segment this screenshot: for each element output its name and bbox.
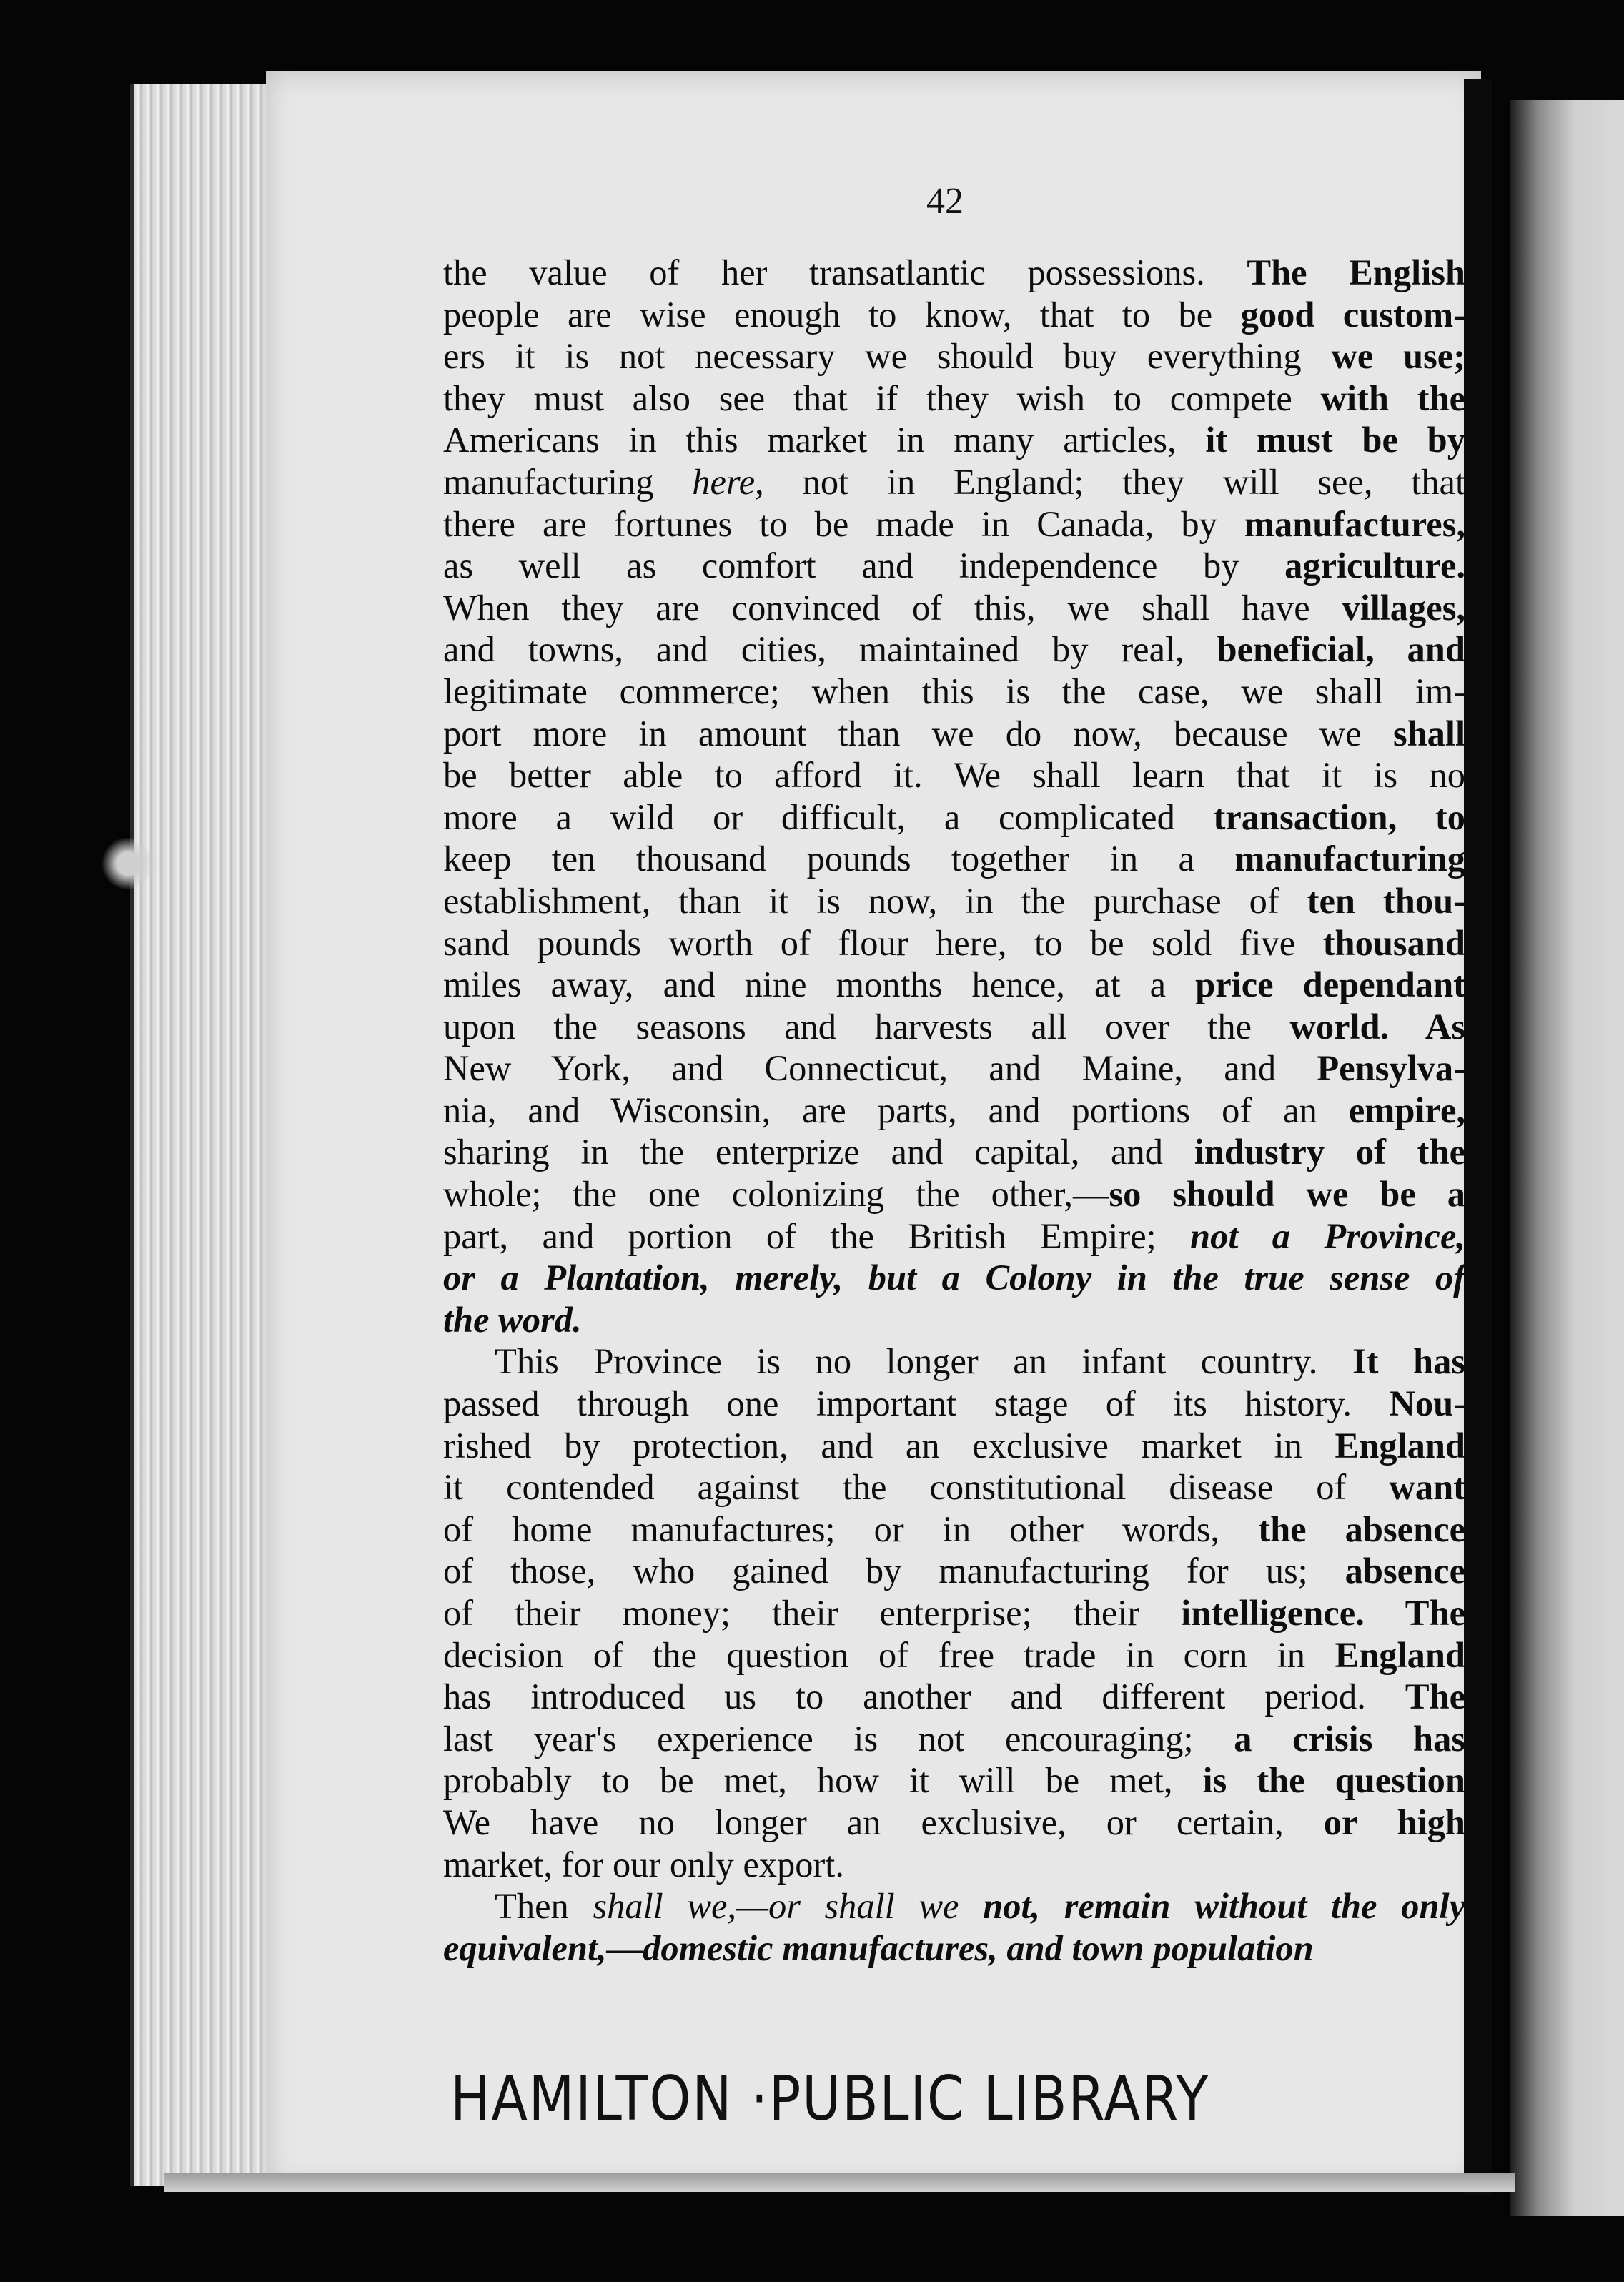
text-run: This Province is no longer an infant country.: [495, 1341, 1352, 1382]
text-run: shall: [1392, 713, 1465, 754]
text-line: [443, 964, 1465, 1006]
text-run: upon the seasons and harvests all over the: [443, 1006, 1290, 1047]
text-line: [443, 419, 1465, 461]
text-run: people are wise enough to know, that to be: [443, 294, 1241, 335]
text-run: or high: [1323, 1802, 1465, 1842]
text-run: of those, who gained by manufacturing for us;: [443, 1551, 1345, 1591]
text-line: [443, 671, 1465, 713]
text-line: [443, 377, 1465, 420]
text-run: has introduced us to another and different period.: [443, 1676, 1405, 1717]
text-line: [443, 1844, 1465, 1886]
page-gutter-shadow: [1464, 79, 1492, 2195]
page-number: 42: [926, 181, 964, 222]
text-run: we use;: [1331, 336, 1465, 377]
text-run: The: [1405, 1676, 1465, 1717]
text-line: [443, 1634, 1465, 1676]
text-run: shall we,—or shall we: [593, 1886, 984, 1927]
text-line: [443, 335, 1465, 377]
text-line: [443, 628, 1465, 671]
text-run: Nou-: [1389, 1383, 1465, 1424]
text-line: [443, 1759, 1465, 1802]
text-run: nia, and Wisconsin, are parts, and portions of an: [443, 1090, 1349, 1130]
adjacent-page: [1510, 100, 1624, 2216]
text-run: manufacturing: [443, 461, 693, 502]
text-line: [443, 1466, 1465, 1508]
text-run: market, for our only export.: [443, 1844, 844, 1885]
page-bottom-edge: [164, 2173, 1515, 2192]
text-run: Then: [495, 1886, 593, 1927]
text-run: England: [1335, 1634, 1465, 1675]
text-run: the value of her transatlantic possessions.: [443, 252, 1247, 292]
text-run: empire,: [1348, 1090, 1465, 1130]
text-run: Americans in this market in many articles,: [443, 420, 1206, 460]
text-line: [443, 1090, 1465, 1132]
text-run: probably to be met, how it will be met,: [443, 1760, 1203, 1801]
text-run: want: [1389, 1467, 1465, 1508]
text-run: not a Province,: [1190, 1215, 1465, 1256]
text-line: [443, 1885, 1465, 1927]
text-line: [443, 1508, 1465, 1551]
text-run: New York, and Connecticut, and Maine, and: [443, 1048, 1317, 1089]
text-line: [443, 1676, 1465, 1718]
page-edges: [130, 84, 277, 2186]
text-run: equivalent,—domestic manufactures, and town population: [443, 1927, 1314, 1968]
text-line: [443, 1299, 1465, 1341]
text-run: miles away, and nine months hence, at a: [443, 964, 1196, 1005]
text-line: [443, 587, 1465, 629]
text-run: port more in amount than we do now, because we: [443, 713, 1393, 754]
text-line: [443, 503, 1465, 545]
text-line: [443, 1550, 1465, 1592]
text-line: [443, 294, 1465, 336]
text-run: beneficial, and: [1217, 629, 1465, 670]
text-line: [443, 1257, 1465, 1299]
text-line: [443, 754, 1465, 796]
text-line: [443, 1173, 1465, 1215]
text-line: [443, 1006, 1465, 1048]
text-run: We have no longer an exclusive, or certain,: [443, 1802, 1324, 1842]
text-run: villages,: [1342, 587, 1465, 628]
text-line: [443, 796, 1465, 839]
text-run: It has: [1352, 1341, 1465, 1382]
text-run: part, and portion of the British Empire;: [443, 1215, 1191, 1256]
text-run: thousand: [1322, 922, 1465, 963]
text-run: Pensylva-: [1317, 1048, 1465, 1089]
text-run: whole; the one colonizing the other,—: [443, 1174, 1109, 1215]
text-run: they must also see that if they wish to compete: [443, 377, 1321, 418]
text-run: it contended against the constitutional disease of: [443, 1467, 1390, 1508]
text-run: sharing in the enterprize and capital, and: [443, 1132, 1194, 1172]
paper-blemish: [100, 838, 156, 889]
text-run: it must be by: [1205, 420, 1465, 460]
text-run: last year's experience is not encouraging;: [443, 1718, 1234, 1759]
text-line: [443, 1425, 1465, 1467]
text-line: [443, 545, 1465, 587]
text-run: manufacturing: [1234, 839, 1465, 879]
text-run: the word.: [443, 1299, 582, 1340]
text-run: of their money; their enterprise; their: [443, 1593, 1182, 1633]
text-run: manufactures,: [1244, 503, 1465, 544]
text-run: legitimate commerce; when this is the case, we shall im-: [443, 671, 1465, 711]
text-line: [443, 1215, 1465, 1258]
text-line: [443, 922, 1465, 964]
text-run: rished by protection, and an exclusive market in: [443, 1425, 1335, 1466]
text-run: agriculture.: [1284, 545, 1465, 586]
text-run: sand pounds worth of flour here, to be sold five: [443, 922, 1323, 963]
text-run: here: [692, 461, 756, 502]
text-run: so should we be a: [1109, 1174, 1465, 1215]
text-line: [443, 1802, 1465, 1844]
text-run: decision of the question of free trade in corn in: [443, 1634, 1335, 1675]
text-run: industry of the: [1194, 1132, 1465, 1172]
text-line: [443, 1340, 1465, 1383]
library-stamp: HAMILTON ·PUBLIC LIBRARY: [450, 2063, 1210, 2135]
text-run: or a Plantation, merely, but a Colony in the true sense of: [443, 1258, 1465, 1298]
text-run: there are fortunes to be made in Canada, by: [443, 503, 1244, 544]
text-run: is the question: [1202, 1760, 1465, 1801]
text-run: When they are convinced of this, we shall have: [443, 587, 1342, 628]
text-run: the absence: [1258, 1508, 1465, 1549]
text-line: [443, 880, 1465, 922]
text-run: price dependant: [1195, 964, 1465, 1005]
text-line: [443, 252, 1465, 294]
text-run: ers it is not necessary we should buy everything: [443, 336, 1332, 377]
text-run: world. As: [1289, 1006, 1465, 1047]
text-run: The English: [1247, 252, 1465, 292]
text-run: be better able to afford it. We shall learn that it is no: [443, 755, 1465, 796]
text-line: [443, 1592, 1465, 1634]
text-run: intelligence. The: [1181, 1593, 1465, 1633]
text-run: establishment, than it is now, in the purchase of: [443, 880, 1307, 921]
text-run: ten thou-: [1307, 880, 1465, 921]
text-run: passed through one important stage of its history.: [443, 1383, 1390, 1424]
text-line: [443, 713, 1465, 755]
text-run: with the: [1320, 377, 1465, 418]
text-line: [443, 461, 1465, 503]
text-run: absence: [1345, 1551, 1465, 1591]
text-run: good custom-: [1240, 294, 1465, 335]
text-line: [443, 838, 1465, 880]
text-line: [443, 1718, 1465, 1760]
text-line: [443, 1383, 1465, 1425]
body-text: [443, 252, 1465, 1969]
text-run: keep ten thousand pounds together in a: [443, 839, 1235, 879]
text-run: as well as comfort and independence by: [443, 545, 1285, 586]
text-run: more a wild or difficult, a complicated: [443, 796, 1214, 837]
text-run: England: [1335, 1425, 1465, 1466]
text-run: a crisis has: [1234, 1718, 1465, 1759]
text-run: and towns, and cities, maintained by real,: [443, 629, 1217, 670]
text-line: [443, 1927, 1465, 1970]
text-line: [443, 1047, 1465, 1090]
text-run: of home manufactures; or in other words,: [443, 1508, 1259, 1549]
text-run: not, remain without the only: [983, 1886, 1465, 1927]
text-run: transaction, to: [1213, 796, 1465, 837]
text-line: [443, 1131, 1465, 1173]
text-run: , not in England; they will see, that: [755, 461, 1465, 502]
